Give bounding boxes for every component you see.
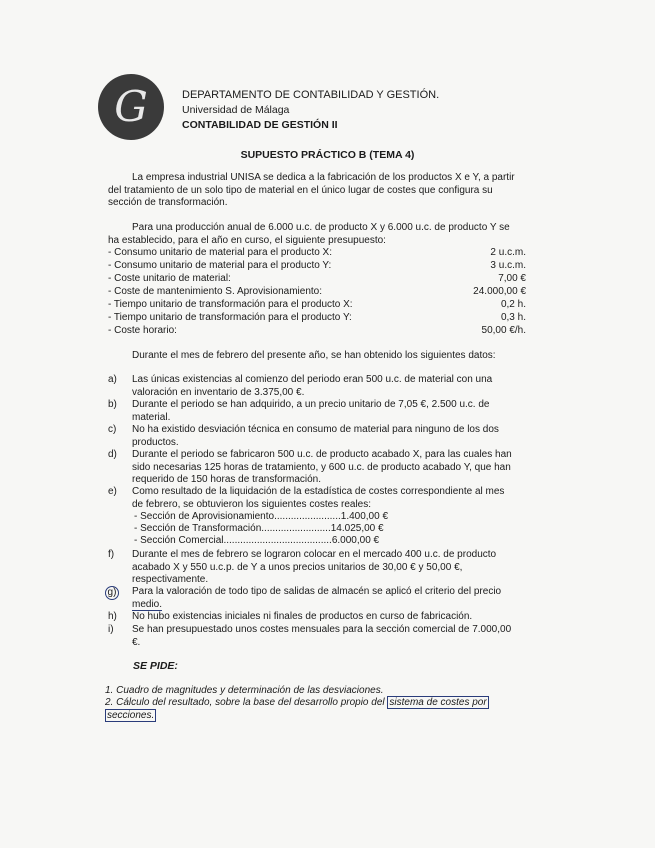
se-pide-heading: SE PIDE:	[133, 660, 178, 672]
question-2: 2. Cálculo del resultado, sobre la base del desarrollo propio del sistema de costes por	[105, 697, 487, 708]
question-1: 1. Cuadro de magnitudes y determinación de las desviaciones.	[105, 685, 384, 696]
budget-row: - Consumo unitario de material para el producto X: 2 u.c.m.	[108, 247, 526, 258]
circled-letter: g)	[105, 586, 119, 600]
intro-paragraph: La empresa industrial UNISA se dedica a la fabricación de los productos X e Y, a partir del tratamiento de un solo tipo de material en el único lugar de costes que configura su sección de transformación.	[108, 172, 515, 208]
logo-letter: G	[114, 82, 148, 131]
document-page: G DEPARTAMENTO DE CONTABILIDAD Y GESTIÓN. Universidad de Málaga CONTABILIDAD DE GESTIÓN II SUPUESTO PRÁCTICO B (TEMA 4) La empresa industrial UNISA se dedica a la fabricación de los productos X e Y, a partir del tratamiento de un solo tipo de material en el único lugar de costes que configura su sección de transformación. Para una producción anual de 6.000 u.c. de producto X y 6.000 u.c. de producto Y se ha establecido, para el año en curso, el siguiente presupuesto: - Consumo unitario de material para el producto X: 2 u.c.m. - Consumo unitario de material para el producto Y: 3 u.c.m. - Coste unitario de material: 7,00 € - Coste de mantenimiento S. Aprovisionamiento: 24.000,00 € - Tiempo unitario de transformación para el producto X: 0,2 h. - Tiempo unitario de transformación para el producto Y: 0,3 h. - Coste horario: 50,00 €/h. Durante el mes de febrero del presente año, se han obtenido los siguientes datos: a) Las únicas existencias al comienzo del periodo eran 500 u.c. de material con una valoración en inventario de 3.375,00 €. b) Durante el periodo se han adquirido, a un precio unitario de 7,05 €, 2.500 u.c. de material. c) No ha existido desviación técnica en consumo de material para ninguno de los dos productos. d) Durante el periodo se fabricaron 500 u.c. de producto acabado X, para las cuales han sido necesarias 125 horas de tratamiento, y 600 u.c. de producto acabado Y, que han requerido de 150 horas de transformación. e) Como resultado de la liquidación de la estadística de costes correspondiente al mes de febrero, se obtuvieron los siguientes costes reales: - Sección de Aprovisionamiento........................1.400,00 € - Sección de Transformación.........................14.025,00 € - Sección Comercial.......................................6.000,00 € f) Durante el mes de febrero se lograron colocar en el mercado 400 u.c. de producto acabado X y 550 u.c.p. de Y a unos precios unitarios de 30,00 € y 50,00 €, respectivamente. g) Para la valoración de todo tipo de salidas de almacén se aplicó el criterio del precio medio. h) No hubo existencias iniciales ni finales de productos en curso de fabricación. i) Se han presupuestado unos costes mensuales para la sección comercial de 7.000,00 €. SE PIDE: 1. Cuadro de magnitudes y determinación de las desviaciones. 2. Cálculo del resultado, sobre la base del desarrollo propio del sistema de costes por secciones.	[0, 0, 655, 848]
february-intro: Durante el mes de febrero del presente año, se han obtenido los siguientes datos:	[132, 350, 496, 361]
course-name: CONTABILIDAD DE GESTIÓN II	[182, 119, 338, 131]
boxed-annotation: secciones.	[107, 710, 155, 721]
real-cost-line: - Sección Comercial.......................................6.000,00 €	[134, 535, 380, 546]
page-title: SUPUESTO PRÁCTICO B (TEMA 4)	[240, 149, 415, 161]
university-logo	[98, 74, 164, 140]
budget-row: - Consumo unitario de material para el producto Y: 3 u.c.m.	[108, 260, 526, 271]
budget-row: - Coste de mantenimiento S. Aprovisionamiento: 24.000,00 €	[108, 286, 526, 297]
budget-row: - Coste unitario de material: 7,00 €	[108, 273, 526, 284]
budget-row: - Coste horario: 50,00 €/h.	[108, 325, 526, 336]
budget-row: - Tiempo unitario de transformación para el producto Y: 0,3 h.	[108, 312, 526, 323]
budget-intro: Para una producción anual de 6.000 u.c. de producto X y 6.000 u.c. de producto Y se ha establecido, para el año en curso, el siguiente presupuesto:	[108, 222, 510, 246]
real-cost-line: - Sección de Transformación.........................14.025,00 €	[134, 523, 384, 534]
question-2-cont	[105, 710, 156, 721]
university-name: Universidad de Málaga	[182, 104, 290, 116]
boxed-annotation: sistema de costes por	[389, 697, 487, 708]
real-cost-line: - Sección de Aprovisionamiento........................1.400,00 €	[134, 511, 389, 522]
department-name: DEPARTAMENTO DE CONTABILIDAD Y GESTIÓN.	[182, 89, 440, 101]
budget-row: - Tiempo unitario de transformación para el producto X: 0,2 h.	[108, 299, 526, 310]
